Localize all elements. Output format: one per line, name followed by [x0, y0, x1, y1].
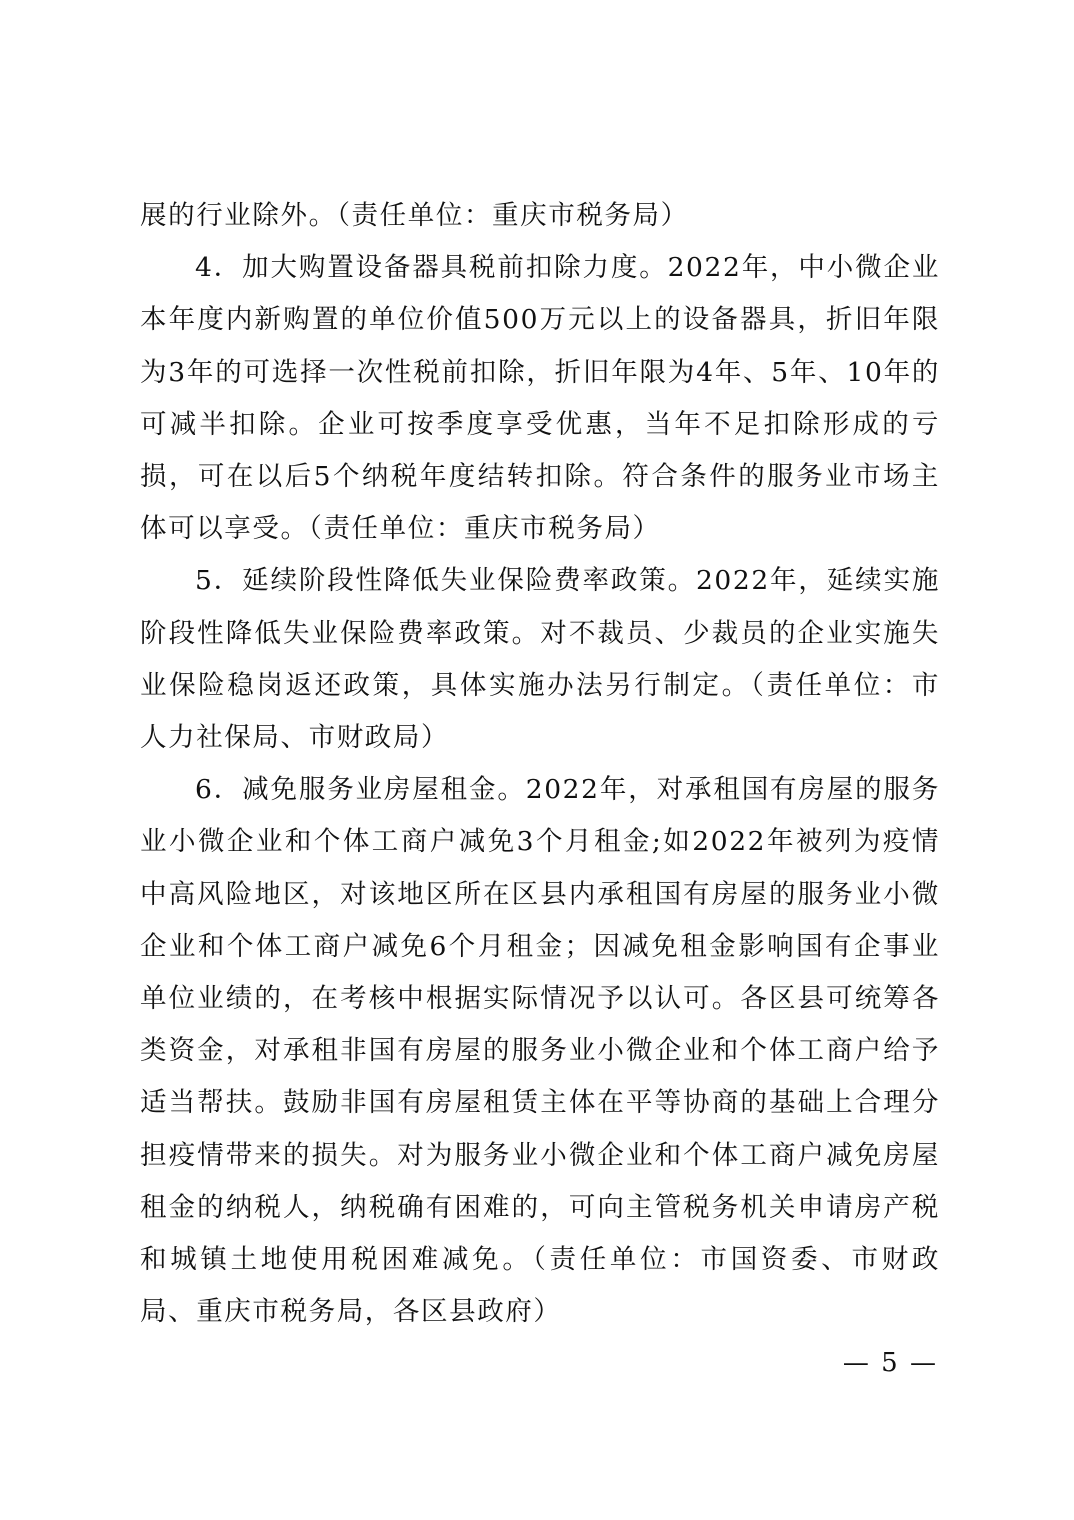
paragraph-item-5-unemployment-insurance: 5．延续阶段性降低失业保险费率政策。2022年，延续实施阶段性降低失业保险费率政策。对不裁员、少裁员的企业实施失业保险稳岗返还政策，具体实施办法另行制定。（责任单位：市人力社保局、市财政局） — [140, 565, 940, 754]
paragraph-item-6-rent-reduction: 6．减免服务业房屋租金。2022年，对承租国有房屋的服务业小微企业和个体工商户减免3个月租金;如2022年被列为疫情中高风险地区，对该地区所在区县内承租国有房屋的服务业小微企业和个体工商户减免6个月租金；因减免租金影响国有企事业单位业绩的，在考核中根据实际情况予以认可。各区县可统筹各类资金，对承租非国有房屋的服务业小微企业和个体工商户给予适当帮扶。鼓励非国有房屋租赁主体在平等协商的基础上合理分担疫情带来的损失。对为服务业小微企业和个体工商户减免房屋租金的纳税人，纳税确有困难的，可向主管税务机关申请房产税和城镇土地使用税困难减免。（责任单位：市国资委、市财政局、重庆市税务局，各区县政府） — [140, 774, 940, 1328]
paragraph-item-4-equipment-deduction: 4．加大购置设备器具税前扣除力度。2022年，中小微企业本年度内新购置的单位价值500万元以上的设备器具，折旧年限为3年的可选择一次性税前扣除，折旧年限为4年、5年、10年的可减半扣除。企业可按季度享受优惠，当年不足扣除形成的亏损，可在以后5个纳税年度结转扣除。符合条件的服务业市场主体可以享受。（责任单位：重庆市税务局） — [140, 252, 940, 545]
document-body — [140, 190, 940, 1338]
paragraph-continuation: 展的行业除外。（责任单位：重庆市税务局） — [140, 200, 689, 231]
page-number: — 5 — — [842, 1348, 938, 1378]
